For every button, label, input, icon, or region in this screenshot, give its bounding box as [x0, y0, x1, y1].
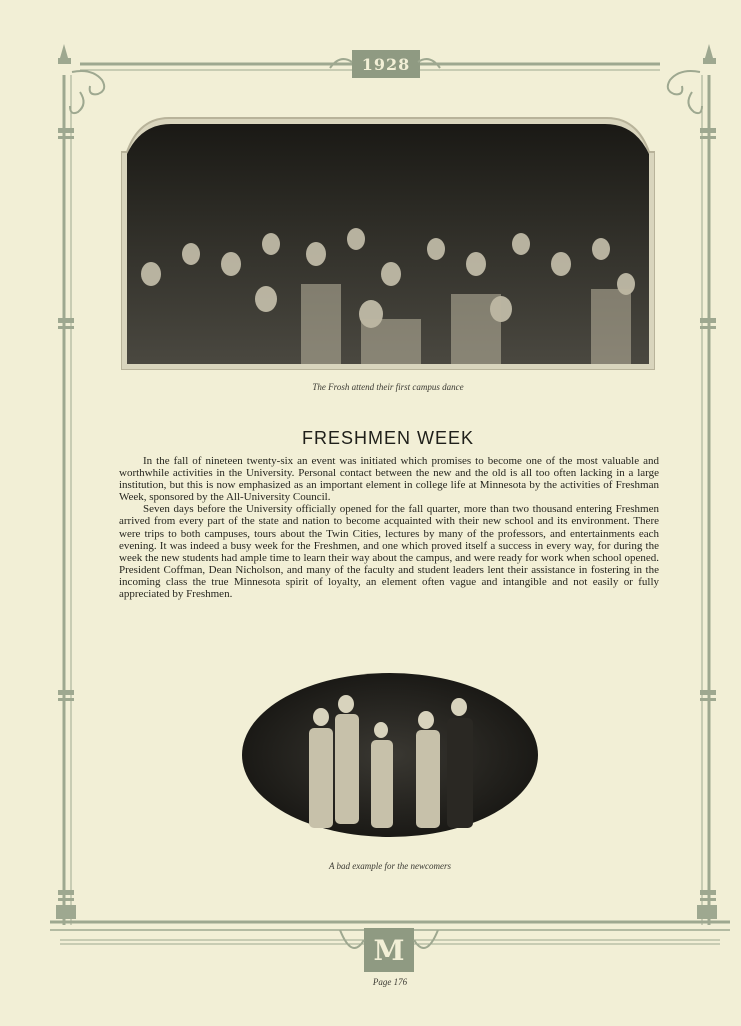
- article-paragraph: In the fall of nineteen twenty-six an event was initiated which promises to become one of the most valuable and worthwhile activities in the University. Personal contact between the new and the old is all too often lacking in a large institution, but this is now emphasized as an important element in college life at Minnesota by the activities of Freshman Week, sponsored by the All-University Council.: [119, 455, 659, 504]
- page-number: Page 176: [372, 977, 408, 987]
- campus-dance-photo: [121, 114, 655, 370]
- newcomers-photo: [241, 672, 539, 838]
- year-plate: 1928: [361, 54, 411, 74]
- article-title: FRESHMEN WEEK: [301, 428, 474, 448]
- minnesota-monogram: M: [373, 933, 405, 967]
- article-paragraph: Seven days before the University officially opened for the fall quarter, more than two thousand entering Freshmen arrived from every part of the state and nation to become acquainted with their new school and its environment. There were trips to both campuses, tours about the Twin Cities, lectures by many of the professors, and entertainments each evening. It was indeed a busy week for the Freshmen, and one which proved itself a success in every way, for during the week the new students had ample time to learn their way about the campus, and were ready for work when school opened. President Coffman, Dean Nicholson, and many of the faculty and student leaders lent their assistance in fostering in the incoming class the true Minnesota spirit of loyalty, an element often vague and intangible and not easily or fully appreciated by Freshmen.: [119, 503, 659, 601]
- newcomers-caption: A bad example for the newcomers: [328, 861, 452, 871]
- article-body: [119, 455, 659, 600]
- campus-dance-caption: The Frosh attend their first campus dance: [312, 382, 464, 392]
